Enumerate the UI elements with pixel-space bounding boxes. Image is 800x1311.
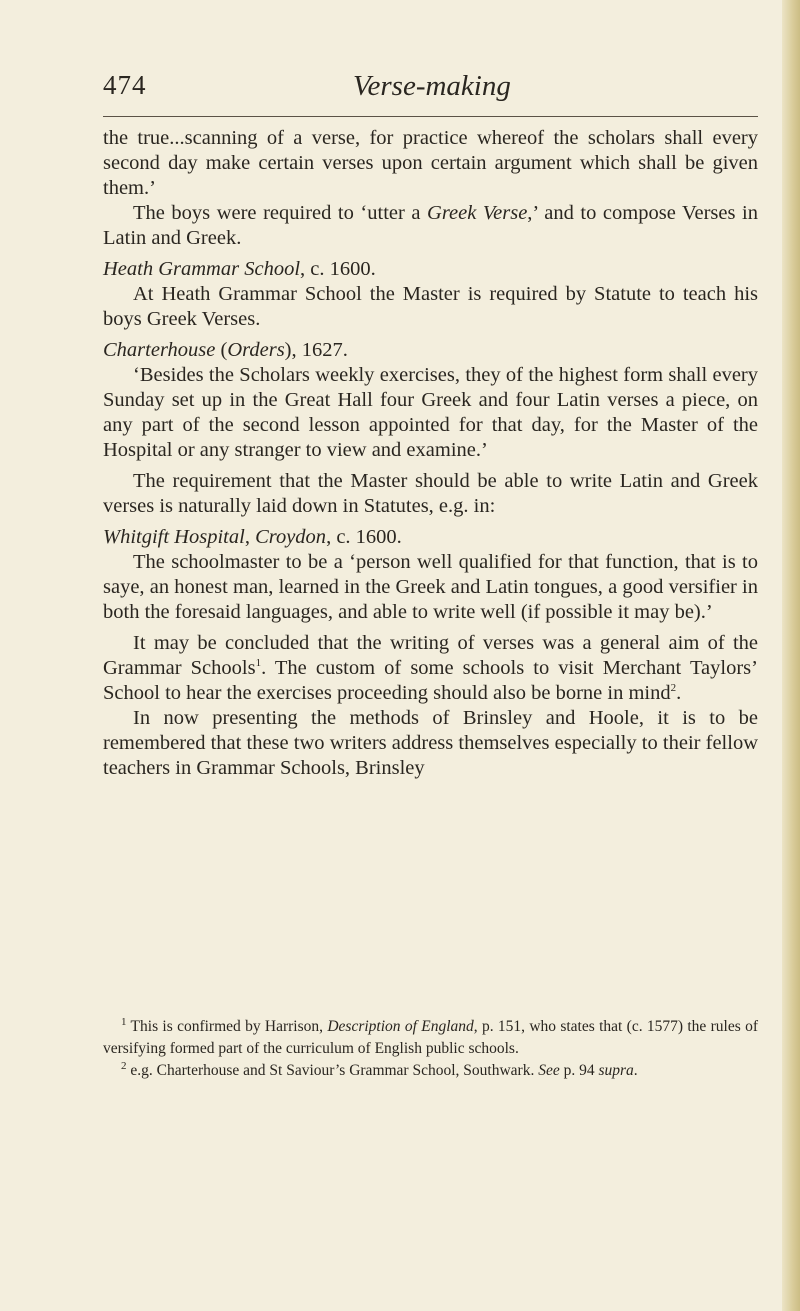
paragraph: the true...scanning of a verse, for practice whereof the scholars shall every second day make certain verses upon certain argument which shall be given them.’ [103, 127, 758, 199]
heading-italic: Orders [227, 339, 285, 361]
text-run-italic: See [538, 1062, 560, 1079]
paragraph [103, 631, 758, 706]
text-run: e.g. Charterhouse and St Saviour’s Grammar School, Southwark. [126, 1062, 539, 1079]
footnotes [103, 1016, 758, 1082]
heading-text: ), 1627. [284, 339, 348, 361]
heading-italic: Croydon [255, 526, 327, 548]
text-run-italic: supra [598, 1062, 634, 1079]
text-run: . [633, 1062, 638, 1079]
text-run: . The custom of some schools to visit Merchant Taylors’ School to hear the exercises proceeding should also be borne in mind [103, 657, 758, 704]
page-header [103, 70, 763, 110]
text-run: ,’ and to compose Verses in Latin and Greek. [103, 202, 758, 249]
text-run: The boys were required to ‘utter a [133, 202, 428, 224]
footnote [103, 1060, 758, 1082]
footnote [103, 1016, 758, 1060]
paragraph [103, 201, 758, 251]
heading-italic: Whitgift Hospital [103, 526, 245, 548]
section-heading [103, 338, 758, 363]
text-run: . [676, 682, 682, 704]
running-head: Verse-making [353, 70, 511, 102]
paragraph: In now presenting the methods of Brinsley and Hoole, it is to be remembered that these two writers address themselves especially to their fellow teachers in Grammar Schools, Brinsley [103, 707, 758, 779]
text-run: , p. 151, who states that (c. 1577) the rules of versifying formed part of the curriculum of English public schools. [103, 1018, 758, 1057]
page-edge [782, 0, 800, 1311]
text-run: It may be concluded that the writing of verses was a general aim of the Grammar Schools [103, 632, 758, 679]
section-heading [103, 257, 758, 282]
paragraph: The requirement that the Master should be able to write Latin and Greek verses is naturally laid down in Statutes, e.g. in: [103, 470, 758, 517]
heading-text: , [244, 526, 256, 548]
text-run: p. 94 [559, 1062, 599, 1079]
footnote-mark: 1 [121, 1015, 127, 1028]
body-text [103, 126, 758, 781]
heading-text: , c. 1600. [300, 258, 376, 280]
heading-text: , c. 1600. [326, 526, 402, 548]
text-run: This is confirmed by Harrison, [126, 1018, 328, 1035]
heading-text: ( [215, 339, 228, 361]
text-run-italic: Greek Verse [427, 202, 528, 224]
text-run-italic: Description of England [327, 1018, 474, 1035]
footnote-ref: 1 [255, 657, 262, 670]
footnote-ref: 2 [670, 682, 677, 695]
paragraph: At Heath Grammar School the Master is required by Statute to teach his boys Greek Verses. [103, 283, 758, 330]
page-number: 474 [103, 70, 147, 100]
section-heading [103, 525, 758, 550]
heading-italic: Heath Grammar School [103, 258, 301, 280]
header-rule [103, 116, 758, 117]
heading-italic: Charterhouse [103, 339, 216, 361]
footnote-mark: 2 [121, 1059, 127, 1072]
paragraph: ‘Besides the Scholars weekly exercises, they of the highest form shall every Sunday set up in the Great Hall four Greek and four Latin verses a piece, on any part of the second lesson appointed for that day, for the Master of the Hospital or any stranger to view and examine.’ [103, 364, 758, 461]
paragraph: The schoolmaster to be a ‘person well qualified for that function, that is to saye, an honest man, learned in the Greek and Latin tongues, a good versifier in both the foresaid languages, and able to write well (if possible it may be).’ [103, 551, 758, 623]
